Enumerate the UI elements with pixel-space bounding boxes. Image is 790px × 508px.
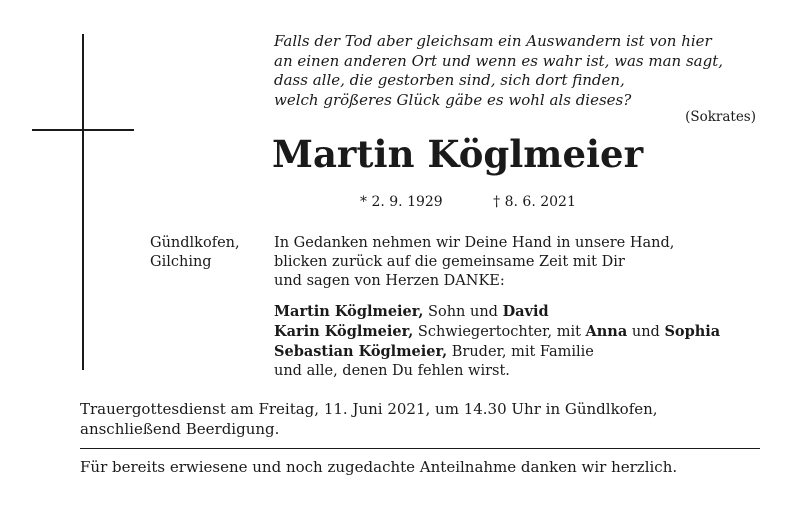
signature-relation: Sohn und — [423, 304, 503, 320]
signature-name: Sophia — [664, 323, 721, 340]
message-line: blicken zurück auf die gemeinsame Zeit mit Dir — [274, 254, 625, 270]
thanks-note: Für bereits erwiesene und noch zugedachte Anteilnahme danken wir herzlich. — [80, 458, 678, 476]
signature-name: Anna — [585, 323, 628, 340]
cross-vertical-bar — [82, 34, 84, 370]
quote-line: an einen anderen Ort und wenn es wahr ist, was man sagt, — [274, 51, 723, 70]
quote-line: Falls der Tod aber gleichsam ein Auswandern ist von hier — [274, 32, 712, 50]
service-line: anschließend Beerdigung. — [80, 420, 280, 438]
quote-line: dass alle, die gestorben sind, sich dort finden, — [274, 71, 625, 89]
signature-name: Sebastian Köglmeier, — [274, 343, 448, 360]
divider — [80, 448, 760, 449]
signatures — [274, 302, 720, 381]
service-line: Trauergottesdienst am Freitag, 11. Juni 2021, um 14.30 Uhr in Gündlkofen, — [80, 400, 658, 418]
signature-name: Martin Köglmeier, — [274, 303, 424, 320]
death-date: † 8. 6. 2021 — [493, 194, 576, 210]
cross-horizontal-bar — [32, 129, 134, 131]
birth-date: * 2. 9. 1929 — [360, 194, 443, 210]
quote — [274, 32, 764, 110]
quote-source: (Sokrates) — [685, 109, 756, 125]
signature-relation: und — [627, 324, 665, 340]
place-line: Gilching — [150, 254, 212, 270]
service-info — [80, 399, 658, 439]
signature-line — [274, 342, 720, 362]
signature-line — [274, 322, 720, 342]
signature-line — [274, 302, 720, 322]
signature-name: Karin Köglmeier, — [274, 323, 414, 340]
place-line: Gündlkofen, — [150, 235, 240, 251]
place — [150, 234, 240, 272]
message-line: In Gedanken nehmen wir Deine Hand in unsere Hand, — [274, 235, 675, 251]
quote-line: welch größeres Glück gäbe es wohl als dieses? — [274, 90, 632, 109]
signature-relation: Bruder, mit Familie — [447, 344, 594, 360]
deceased-name: Martin Köglmeier — [272, 132, 644, 176]
signature-line: und alle, denen Du fehlen wirst. — [274, 363, 510, 379]
life-dates — [360, 194, 576, 210]
message — [274, 234, 674, 291]
message-line: und sagen von Herzen DANKE: — [274, 273, 505, 289]
signature-relation: Schwiegertochter, mit — [413, 324, 586, 340]
signature-name: David — [502, 303, 549, 320]
